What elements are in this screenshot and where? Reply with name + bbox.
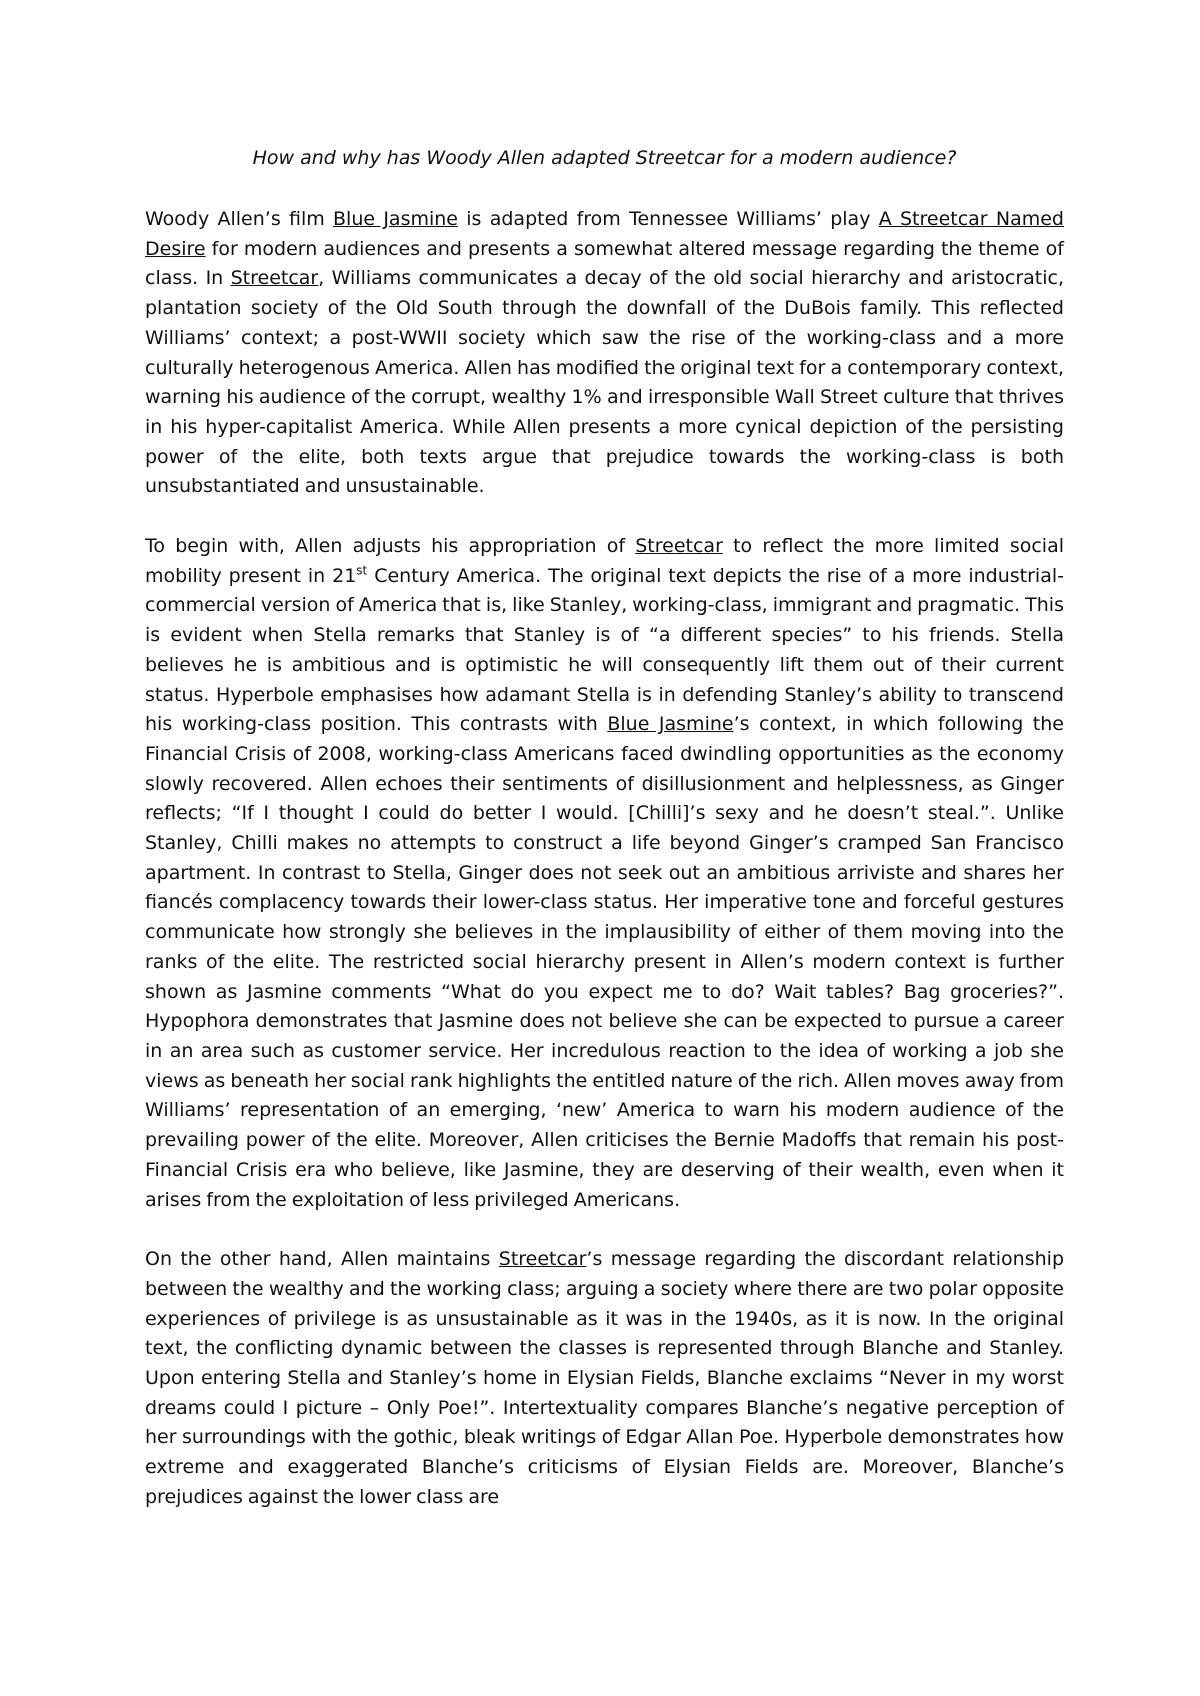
paragraph-2 (145, 532, 1064, 1215)
paragraph-text: to reflect the more limited social mobility present in 21 (145, 535, 1064, 587)
paragraph-text: for modern audiences and presents a somewhat altered message regarding the theme of class. In (145, 237, 1064, 290)
paragraph-text: is adapted from Tennessee Williams’ play (458, 208, 879, 230)
superscript: st (356, 563, 368, 578)
underlined-title: Streetcar (635, 535, 723, 558)
paragraph-text: ’s message regarding the discordant relationship between the wealthy and the working class; arguing a society where there are two polar opposite experiences of privilege is as unsustainable as it was in the 1940s, as it is now. In the original text, the conflicting dynamic between the classes is represented through Blanche and Stanley. Upon entering Stella and Stanley’s home in Elysian Fields, Blanche exclaims “Never in my worst dreams could I picture – Only Poe!”. Intertextuality compares Blanche’s negative perception of her surroundings with the gothic, bleak writings of Edgar Allan Poe. Hyperbole demonstrates how extreme and exaggerated Blanche’s criticisms of Elysian Fields are. Moreover, Blanche’s prejudices against the lower class are (145, 1248, 1065, 1508)
paragraph-text: To begin with, Allen adjusts his appropriation of (145, 535, 636, 558)
underlined-title: Streetcar (230, 267, 319, 290)
essay-body (145, 205, 1064, 1513)
underlined-title: Blue Jasmine (607, 713, 734, 736)
paragraph-text: , Williams communicates a decay of the old social hierarchy and aristocratic, plantation society of the Old South through the downfall of the DuBois family. This reflected Williams’ context; a post-WWII society which saw the rise of the working-class and a more culturally heterogenous America. Allen has modified the original text for a contemporary context, warning his audience of the corrupt, wealthy 1% and irresponsible Wall Street culture that thrives in his hyper-capitalist America. While Allen presents a more cynical depiction of the persisting power of the elite, both texts argue that prejudice towards the working-class is both unsubstantiated and unsustainable. (145, 267, 1064, 498)
underlined-title: Streetcar (498, 1248, 587, 1271)
underlined-title: Blue Jasmine (333, 208, 458, 230)
paragraph-3 (145, 1245, 1064, 1512)
paragraph-1 (145, 205, 1064, 502)
paragraph-text: On the other hand, Allen maintains (145, 1248, 499, 1271)
paragraph-text: Woody Allen’s film (145, 208, 334, 230)
underlined-title: A Streetcar Named Desire (145, 208, 1064, 260)
essay-title: How and why has Woody Allen adapted Streetcar for a modern audience? (252, 147, 957, 169)
paragraph-text: Century America. The original text depicts the rise of a more industrial-commercial version of America that is, like Stanley, working-class, immigrant and pragmatic. This is evident when Stella remarks that Stanley is of “a different species” to his friends. Stella believes he is ambitious and is optimistic he will consequently lift them out of their current status. Hyperbole emphasises how adamant Stella is in defending Stanley’s ability to transcend his working-class position. This contrasts with (145, 564, 1064, 736)
paragraph-text: ’s context, in which following the Financial Crisis of 2008, working-class Americans faced dwindling opportunities as the economy slowly recovered. Allen echoes their sentiments of disillusionment and helplessness, as Ginger reflects; “If I thought I could do better I would. [Chilli]’s sexy and he doesn’t steal.”. Unlike Stanley, Chilli makes no attempts to construct a life beyond Ginger’s cramped San Francisco apartment. In contrast to Stella, Ginger does not seek out an ambitious arriviste and shares her fiancés complacency towards their lower-class status. Her imperative tone and forceful gestures communicate how strongly she believes in the implausibility of either of them moving into the ranks of the elite. The restricted social hierarchy present in Allen’s modern context is further shown as Jasmine comments “What do you expect me to do? Wait tables? Bag groceries?”. Hypophora demonstrates that Jasmine does not believe she can be expected to pursue a career in an area such as customer service. Her incredulous reaction to the idea of working a job she views as beneath her social rank highlights the entitled nature of the rich. Allen moves away from Williams’ representation of an emerging, ‘new’ America to warn his modern audience of the prevailing power of the elite. Moreover, Allen criticises the Bernie Madoffs that remain his post-Financial Crisis era who believe, like Jasmine, they are deserving of their wealth, even when it arises from the exploitation of less privileged Americans. (145, 713, 1064, 1211)
